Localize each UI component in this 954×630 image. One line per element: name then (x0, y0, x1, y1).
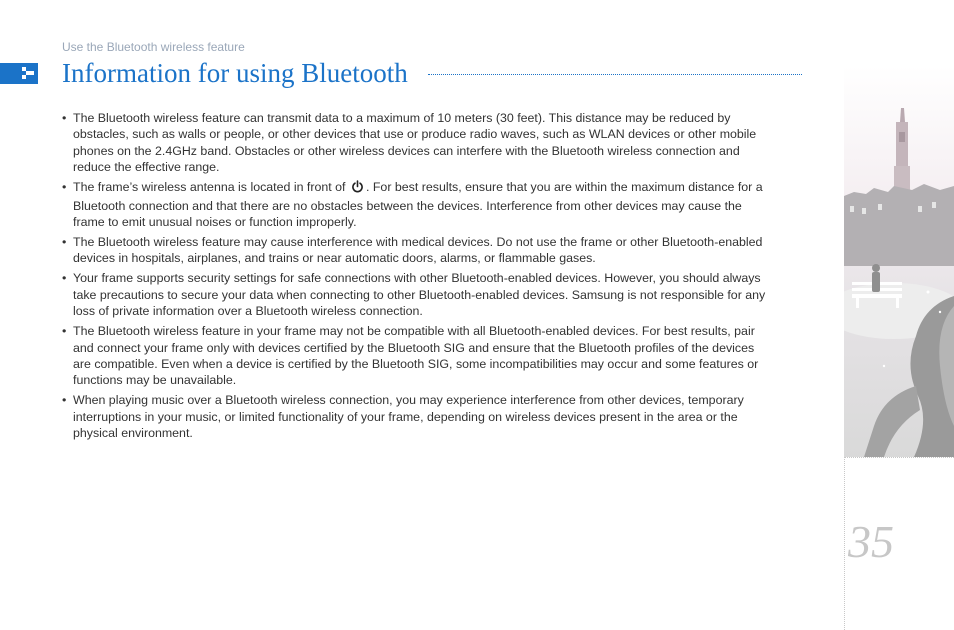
list-item (62, 270, 774, 319)
page-number: 35 (848, 516, 894, 567)
bullet-mark: • (62, 324, 67, 339)
page-title: Information for using Bluetooth (62, 58, 408, 88)
list-item-text: When playing music over a Bluetooth wireless connection, you may experience interference from other devices, temporary interruptions in your music, or limited functionality of your frame, depending on wireless devices present in the area or the physical environment. (73, 393, 744, 441)
list-item (62, 323, 774, 389)
list-item-text: The Bluetooth wireless feature can transmit data to a maximum of 10 meters (30 feet). This distance may be reduced by obstacles, such as walls or people, or other devices that use or produce radio waves, such as WLAN devices or other mobile phones on the 2.4GHz band. Obstacles or other wireless devices can interfere with the Bluetooth wireless connection and reduce the effective range. (73, 111, 757, 175)
bullet-mark: • (62, 271, 67, 286)
list-item (62, 234, 774, 267)
list-item-text: The Bluetooth wireless feature may cause interference with medical devices. Do not use the frame or other Bluetooth-enabled devices in hospitals, airplanes, and trains or near automatic doors, alarms, or flammable gases. (73, 235, 763, 266)
list-item (62, 179, 774, 230)
list-item-text: The frame’s wireless antenna is located in front of (73, 180, 346, 195)
bullet-mark: • (62, 111, 67, 125)
bullet-mark: • (62, 180, 67, 195)
list-item-text: The Bluetooth wireless feature in your frame may not be compatible with all Bluetooth-enabled devices. For best results, pair and connect your frame only with devices certified by the Bluetooth SIG and ensure that the Bluetooth profiles of the devices are compatible. Even when a device is certified by the Bluetooth SIG, some incompatibilities may occur and some features or functions may be unavailable. (73, 324, 759, 388)
side-divider (844, 457, 954, 458)
list-item-text: Your frame supports security settings for safe connections with other Bluetooth-enabled devices. However, you should always take precautions to secure your data when connecting to other Bluetooth-enabled devices. Samsung is not responsible for any loss of private information over a Bluetooth wireless connection. (73, 271, 766, 319)
title-divider (428, 74, 802, 75)
city-park-illustration (844, 66, 954, 462)
bullet-mark: • (62, 393, 67, 408)
list-item (62, 392, 774, 441)
bullet-mark: • (62, 235, 67, 250)
breadcrumb: Use the Bluetooth wireless feature (62, 40, 245, 54)
bullet-list (62, 110, 774, 445)
section-marker-icon (0, 63, 38, 84)
list-item (62, 110, 774, 176)
list-item-text: . For best results, ensure that you are within the maximum distance for a Bluetooth connection and that there are no obstacles between the devices. Interference from other devices may cause the frame to emit unusual noises or function improperly. (73, 180, 763, 230)
power-icon (351, 180, 364, 197)
